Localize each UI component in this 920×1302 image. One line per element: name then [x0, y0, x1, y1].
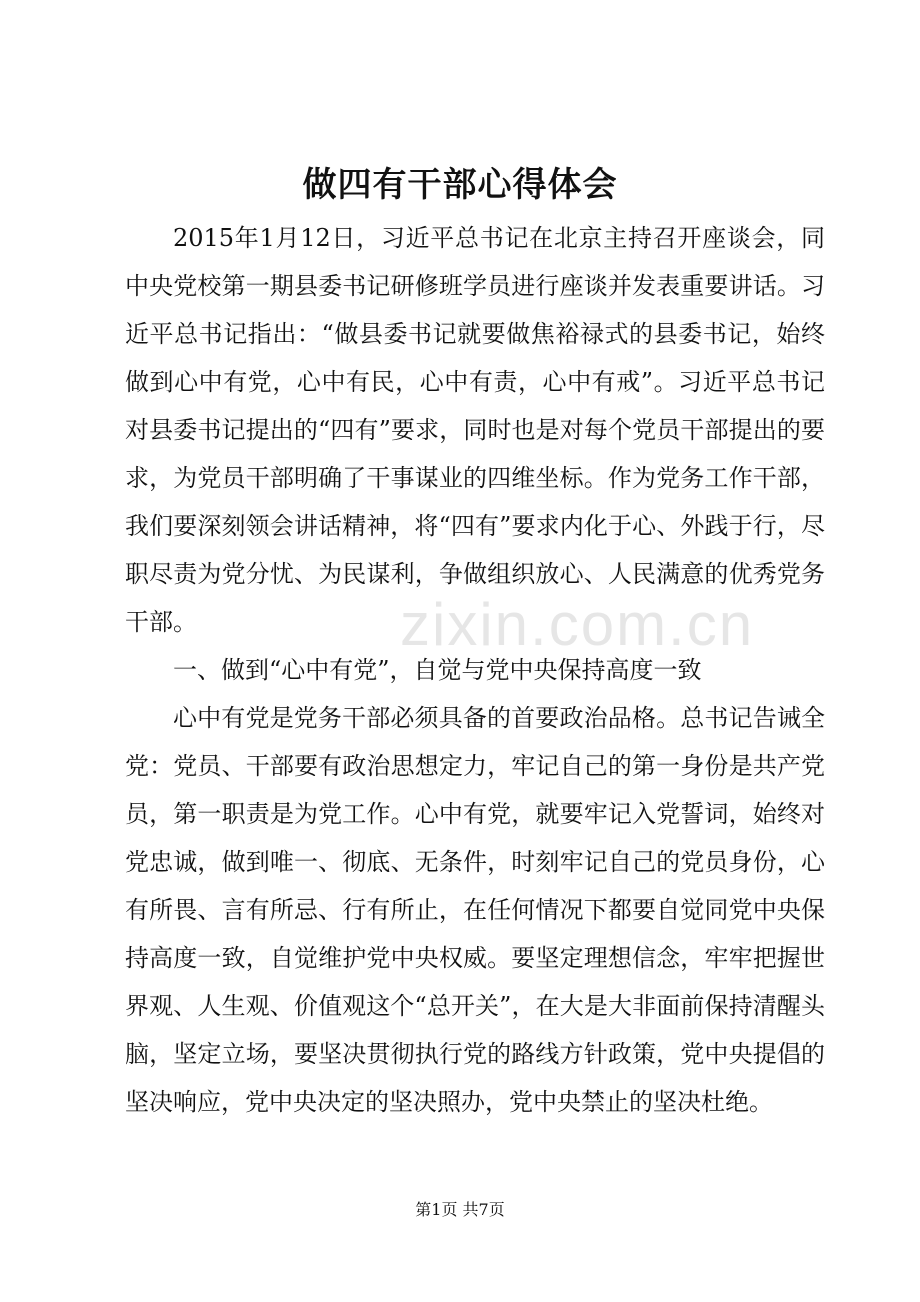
section-paragraph: 心中有党是党务干部必须具备的首要政治品格。总书记告诫全党：党员、干部要有政治思想定力，牢记自己的第一身份是共产党员，第一职责是为党工作。心中有党，就要牢记入党誓词，始终对党忠诚，做到唯一、彻底、无条件，时刻牢记自己的党员身份，心有所畏、言有所忌、行有所止，在任何情况下都要自觉同党中央保持高度一致，自觉维护党中央权威。要坚定理想信念，牢牢把握世界观、人生观、价值观这个“总开关”，在大是大非面前保持清醒头脑，坚定立场，要坚决贯彻执行党的路线方针政策，党中央提倡的坚决响应，党中央决定的坚决照办，党中央禁止的坚决杜绝。	[125, 704, 825, 1116]
page-footer: 第1页 共7页	[415, 1200, 505, 1219]
watermark: zixin.com.cn	[400, 591, 755, 658]
document-body	[125, 214, 825, 1126]
section-heading: 一、做到“心中有党”，自觉与党中央保持高度一致	[173, 656, 702, 684]
intro-paragraph: 2015年1月12日，习近平总书记在北京主持召开座谈会，同中央党校第一期县委书记研修班学员进行座谈并发表重要讲话。习近平总书记指出：“做县委书记就要做焦裕禄式的县委书记，始终做到心中有党，心中有民，心中有责，心中有戒”。习近平总书记对县委书记提出的“四有”要求，同时也是对每个党员干部提出的要求，为党员干部明确了干事谋业的四维坐标。作为党务工作干部，我们要深刻领会讲话精神，将“四有”要求内化于心、外践于行，尽职尽责为党分忧、为民谋利，争做组织放心、人民满意的优秀党务干部。	[125, 224, 825, 636]
document-title: 做四有干部心得体会	[302, 165, 618, 205]
